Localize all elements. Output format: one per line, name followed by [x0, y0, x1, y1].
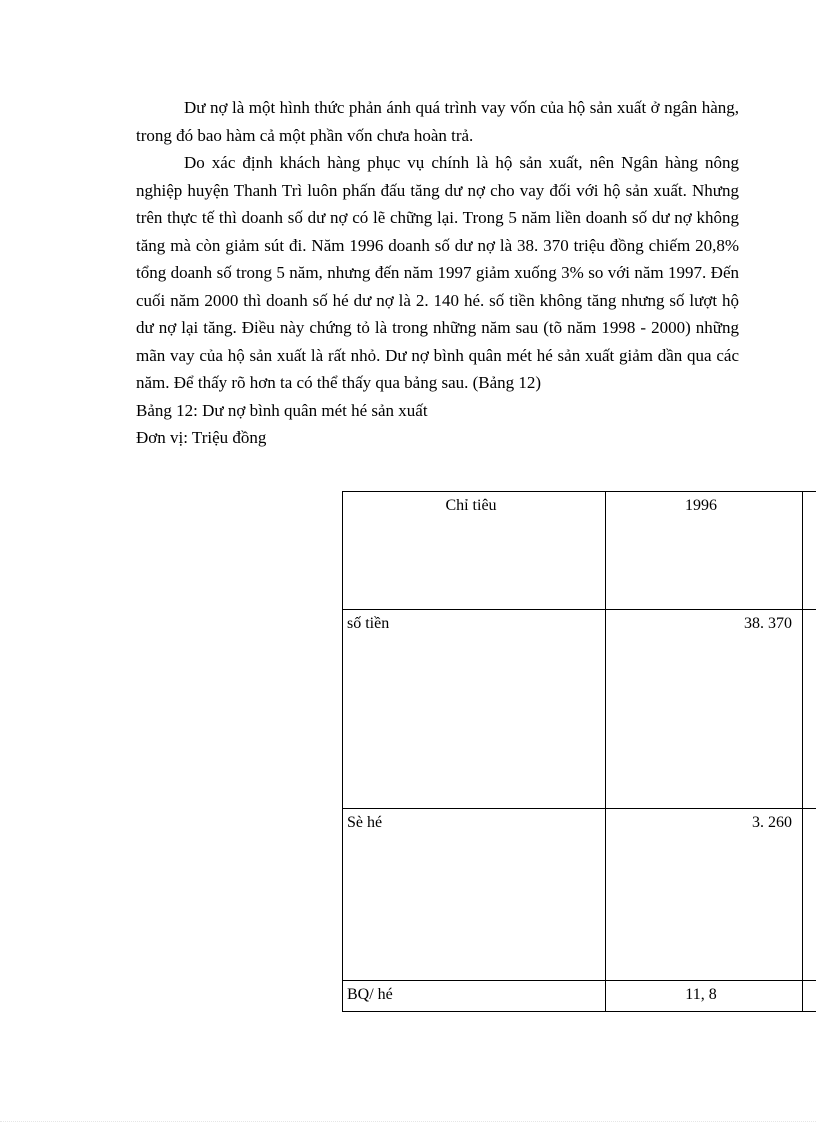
header-indicator: Chỉ tiêu: [343, 492, 606, 610]
table-header-row: [343, 492, 816, 610]
paragraph-2: Do xác định khách hàng phục vụ chính là hộ sản xuất, nên Ngân hàng nông nghiệp huyện Thanh Trì luôn phấn đấu tăng dư nợ cho vay đối với hộ sản xuất. Nhưng trên thực tế thì doanh số dư nợ có lẽ chững lại. Trong 5 năm liền doanh số dư nợ không tăng mà còn giảm sút đi. Năm 1996 doanh số dư nợ là 38. 370 triệu đồng chiếm 20,8% tổng doanh số trong 5 năm, nhưng đến năm 1997 giảm xuống 3% so với năm 1997. Đến cuối năm 2000 thì doanh số hé dư nợ là 2. 140 hé. số tiền không tăng nhưng số lượt hộ dư nợ lại tăng. Điều này chứng tỏ là trong những năm sau (tõ năm 1998 - 2000) những mãn vay của hộ sản xuất là rất nhỏ. Dư nợ bình quân mét hé sản xuất giảm dần qua các năm. Để thấy rõ hơn ta có thể thấy qua bảng sau. (Bảng 12): [136, 153, 739, 392]
table-row: [343, 809, 816, 981]
row-label-amount: số tiền: [343, 610, 606, 809]
table-row: [343, 981, 816, 1012]
loan-table: [342, 491, 816, 1012]
cell-households-1996: 3. 260: [606, 809, 803, 981]
cell-average-next: [803, 981, 816, 1012]
cell-amount-next: [803, 610, 816, 809]
body-text: [136, 94, 739, 452]
table-caption: Bảng 12: Dư nợ bình quân mét hé sản xuất: [136, 400, 428, 420]
row-label-average: BQ/ hé: [343, 981, 606, 1012]
table-row: [343, 610, 816, 809]
cell-average-1996: 11, 8: [606, 981, 803, 1012]
unit-label: Đơn vị: Triệu đồng: [136, 428, 267, 447]
header-1996: 1996: [606, 492, 803, 610]
row-label-households: Sè hé: [343, 809, 606, 981]
paragraph-1: Dư nợ là một hình thức phản ánh quá trình vay vốn của hộ sản xuất ở ngân hàng, trong đó bao hàm cả một phần vốn chưa hoàn trả.: [136, 98, 739, 145]
page-bottom-divider: [0, 1121, 816, 1122]
cell-households-next: [803, 809, 816, 981]
header-next-year: [803, 492, 816, 610]
cell-amount-1996: 38. 370: [606, 610, 803, 809]
